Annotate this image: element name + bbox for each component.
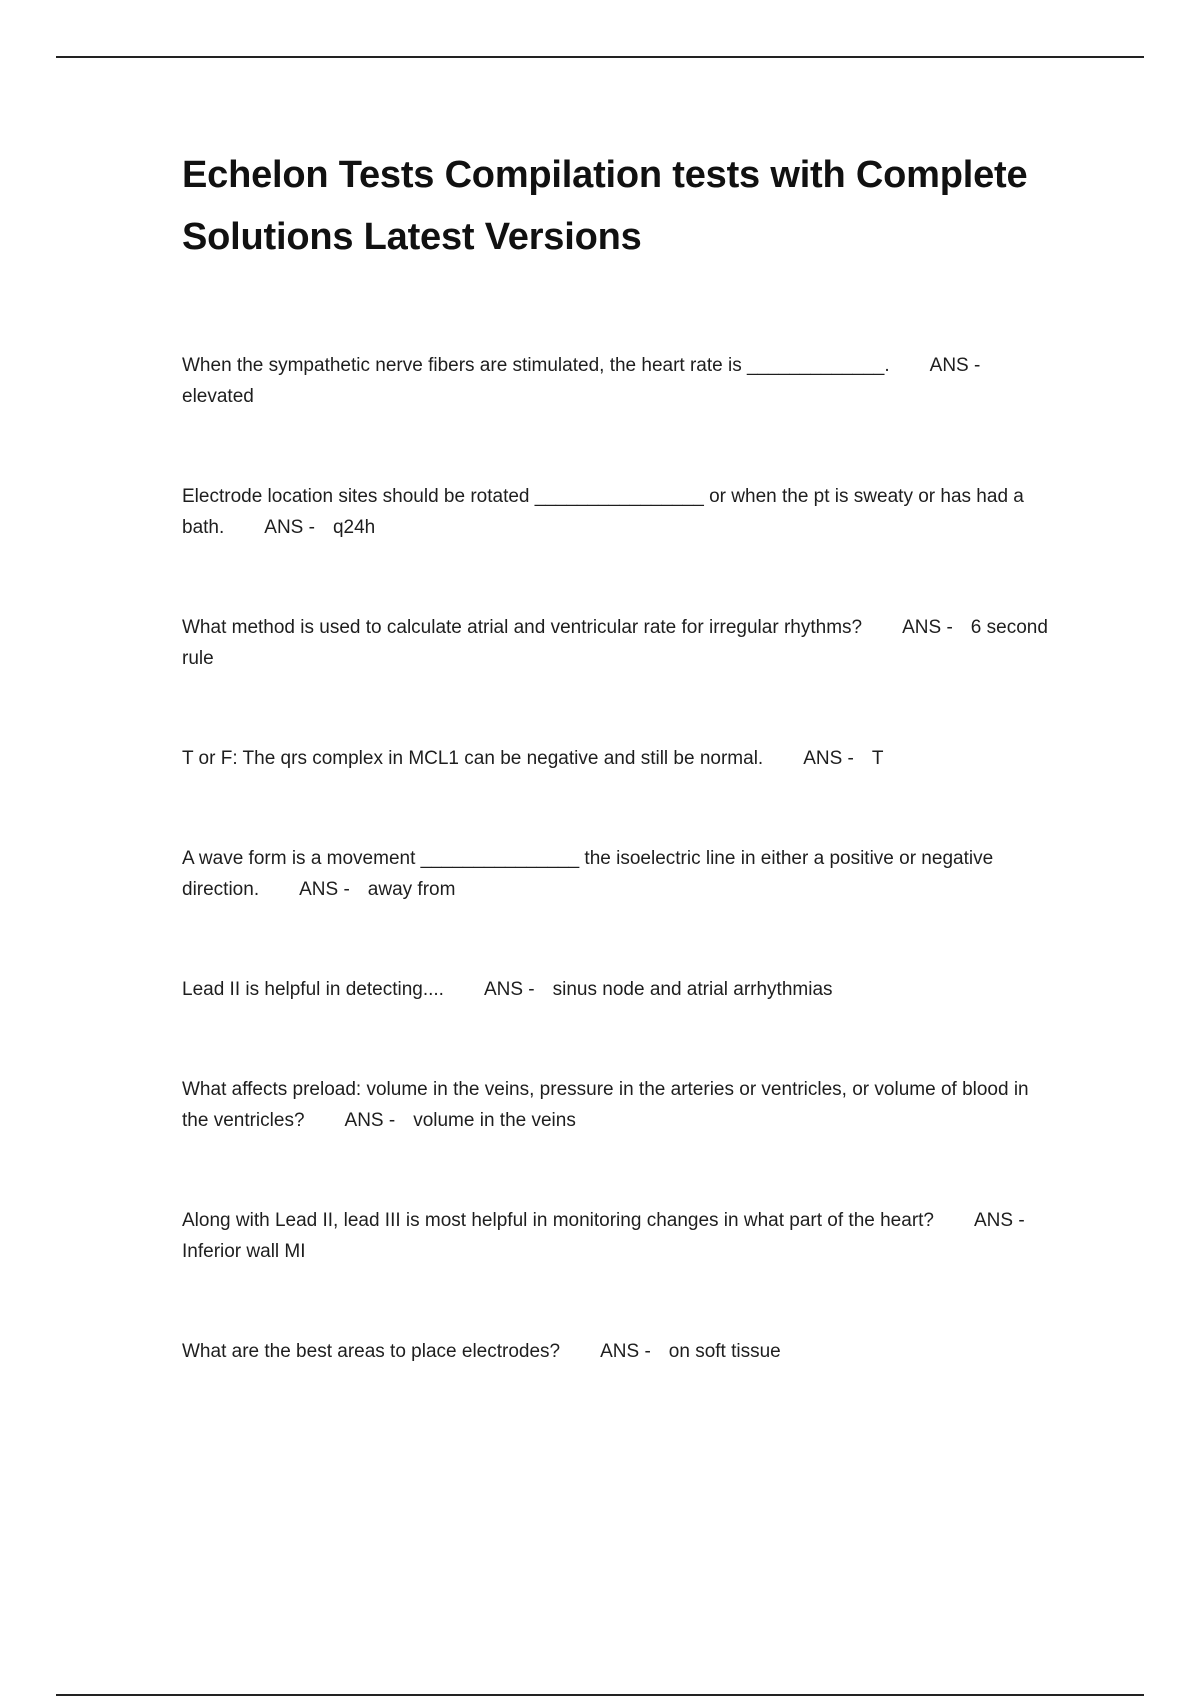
question-text: What method is used to calculate atrial and ventricular rate for irregular rhythms? [182, 617, 863, 638]
question-text: T or F: The qrs complex in MCL1 can be negative and still be normal. [182, 748, 764, 769]
bottom-rule [56, 1694, 1144, 1696]
question-text: A wave form is a movement _______________ the isoelectric line in either a positive or negative direction. [182, 848, 999, 900]
answer-label: ANS - [974, 1210, 1025, 1231]
answer-text: volume in the veins [413, 1110, 576, 1131]
qa-item-1 [182, 350, 1052, 412]
answer-label: ANS - [264, 517, 315, 538]
question-text: When the sympathetic nerve fibers are stimulated, the heart rate is _____________. [182, 355, 890, 376]
answer-label: ANS - [299, 879, 350, 900]
answer-text: T [871, 748, 884, 769]
answer-label: ANS - [929, 355, 981, 376]
qa-item-2 [182, 481, 1052, 543]
answer-label: ANS - [483, 979, 535, 1000]
document-body [182, 144, 1052, 1436]
answer-text: away from [367, 879, 456, 900]
qa-item-6 [182, 974, 1052, 1005]
answer-label: ANS - [902, 617, 953, 638]
question-text: Lead II is helpful in detecting.... [182, 979, 444, 1000]
answer-label: ANS - [344, 1110, 396, 1131]
top-rule [56, 56, 1144, 58]
qa-item-3 [182, 612, 1052, 674]
qa-item-4 [182, 743, 1052, 774]
answer-text: q24h [332, 517, 376, 538]
qa-item-8 [182, 1205, 1052, 1267]
question-text: Electrode location sites should be rotated ________________ or when the pt is sweaty or has had a bath. [182, 486, 1030, 538]
answer-text: 6 second rule [182, 617, 1054, 669]
answer-text: sinus node and atrial arrhythmias [552, 979, 833, 1000]
answer-label: ANS - [803, 748, 854, 769]
answer-label: ANS - [600, 1341, 651, 1362]
answer-text: elevated [182, 386, 254, 407]
answer-text: Inferior wall MI [182, 1241, 306, 1262]
qa-list [182, 350, 1052, 1367]
question-text: Along with Lead II, lead III is most helpful in monitoring changes in what part of the heart? [182, 1210, 934, 1231]
qa-item-5 [182, 843, 1052, 905]
qa-item-9 [182, 1336, 1052, 1367]
question-text: What affects preload: volume in the veins, pressure in the arteries or ventricles, or volume of blood in the ventricles? [182, 1079, 1034, 1131]
document-title: Echelon Tests Compilation tests with Complete Solutions Latest Versions [182, 154, 1028, 258]
question-text: What are the best areas to place electrodes? [182, 1341, 561, 1362]
answer-text: on soft tissue [668, 1341, 781, 1362]
qa-item-7 [182, 1074, 1052, 1136]
